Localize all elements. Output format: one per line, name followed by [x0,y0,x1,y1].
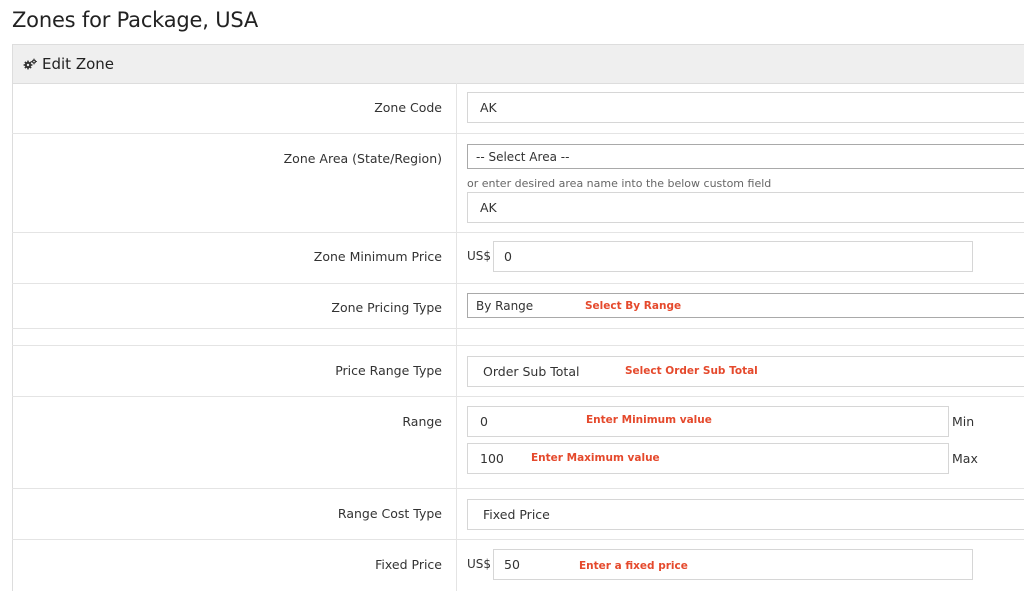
zone-min-price-row [12,233,1024,284]
range-min-suffix: Min [952,414,975,429]
annotation-enter-maximum: Enter Maximum value [531,452,660,464]
range-min-input[interactable]: 0 [467,406,949,437]
zone-min-price-label: Zone Minimum Price [313,249,442,264]
zone-pricing-type-select[interactable]: By Range [467,293,1024,318]
range-cost-type-select[interactable]: Fixed Price [467,499,1024,530]
zone-min-price-input[interactable]: 0 [493,241,973,272]
zone-area-select[interactable]: -- Select Area -- [467,144,1024,169]
price-range-type-label: Price Range Type [335,363,442,378]
range-cost-type-row [12,489,1024,540]
range-label: Range [402,414,442,429]
price-range-type-select[interactable]: Order Sub Total [467,356,1024,387]
zone-pricing-type-row [12,284,1024,329]
currency-prefix: US$ [467,249,492,263]
range-max-input[interactable]: 100 [467,443,949,474]
zone-code-row [12,83,1024,134]
annotation-select-by-range: Select By Range [585,300,682,312]
zone-code-input[interactable]: AK [467,92,1024,123]
zone-area-custom-input[interactable]: AK [467,192,1024,223]
fixed-price-currency-prefix: US$ [467,557,492,571]
zone-area-hint: or enter desired area name into the below custom field [467,177,772,190]
annotation-enter-minimum: Enter Minimum value [586,414,712,426]
panel-title: Edit Zone [42,55,115,73]
fixed-price-label: Fixed Price [375,557,442,572]
gears-icon [23,58,37,70]
zone-area-row [12,134,1024,233]
spacer-row [12,329,1024,346]
price-range-type-row [12,346,1024,397]
zone-code-label: Zone Code [374,100,442,115]
annotation-enter-fixed-price: Enter a fixed price [579,560,688,572]
fixed-price-row [12,540,1024,591]
range-cost-type-label: Range Cost Type [337,506,442,521]
zone-area-label: Zone Area (State/Region) [283,151,442,166]
fixed-price-input[interactable]: 50 [493,549,973,580]
annotation-select-order-sub-total: Select Order Sub Total [625,365,758,377]
range-row [12,397,1024,489]
zone-pricing-type-label: Zone Pricing Type [331,300,442,315]
range-max-suffix: Max [952,451,978,466]
page-title: Zones for Package, USA [12,8,259,32]
panel-header [13,45,1024,84]
